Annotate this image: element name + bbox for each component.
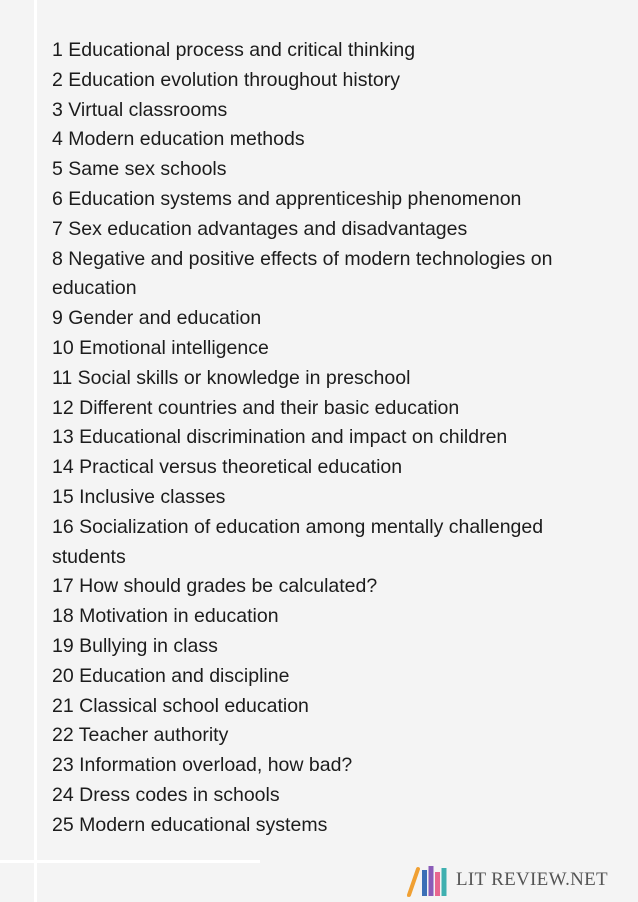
list-item: 8 Negative and positive effects of modern technologies on education xyxy=(52,247,553,300)
list-item: 15 Inclusive classes xyxy=(52,485,226,508)
decorative-vertical-line xyxy=(34,0,37,902)
list-item: 21 Classical school education xyxy=(52,694,309,717)
list-item: 20 Education and discipline xyxy=(52,664,290,687)
list-item: 14 Practical versus theoretical education xyxy=(52,456,403,479)
books-pencil-icon xyxy=(406,862,448,898)
list-item: 9 Gender and education xyxy=(52,307,262,330)
list-item: 24 Dress codes in schools xyxy=(52,783,280,806)
brand-logo xyxy=(406,862,608,898)
list-item: 7 Sex education advantages and disadvantages xyxy=(52,217,468,240)
list-item: 3 Virtual classrooms xyxy=(52,98,228,121)
list-item: 5 Same sex schools xyxy=(52,158,227,181)
list-item: 18 Motivation in education xyxy=(52,605,279,628)
list-item: 11 Social skills or knowledge in preschool xyxy=(52,366,411,389)
list-item: 17 How should grades be calculated? xyxy=(52,575,378,598)
list-item: 6 Education systems and apprenticeship phenomenon xyxy=(52,187,522,210)
decorative-horizontal-line xyxy=(0,860,260,863)
list-item: 25 Modern educational systems xyxy=(52,813,328,836)
list-item: 19 Bullying in class xyxy=(52,634,218,657)
book-pink xyxy=(435,872,440,896)
topic-list xyxy=(52,36,612,841)
list-item: 4 Modern education methods xyxy=(52,128,305,151)
list-item: 2 Education evolution throughout history xyxy=(52,68,400,91)
pencil-shape xyxy=(409,869,418,895)
brand-name: LIT REVIEW.NET xyxy=(456,869,608,890)
book-blue xyxy=(422,870,427,896)
list-item: 12 Different countries and their basic education xyxy=(52,396,460,419)
list-item: 1 Educational process and critical thinking xyxy=(52,39,416,61)
book-purple xyxy=(429,866,434,896)
list-item: 13 Educational discrimination and impact on children xyxy=(52,426,508,449)
list-item: 10 Emotional intelligence xyxy=(52,336,269,359)
list-item: 22 Teacher authority xyxy=(52,724,229,747)
book-teal xyxy=(442,868,447,896)
list-item: 23 Information overload, how bad? xyxy=(52,754,353,777)
list-item: 16 Socialization of education among mentally challenged students xyxy=(52,515,544,568)
